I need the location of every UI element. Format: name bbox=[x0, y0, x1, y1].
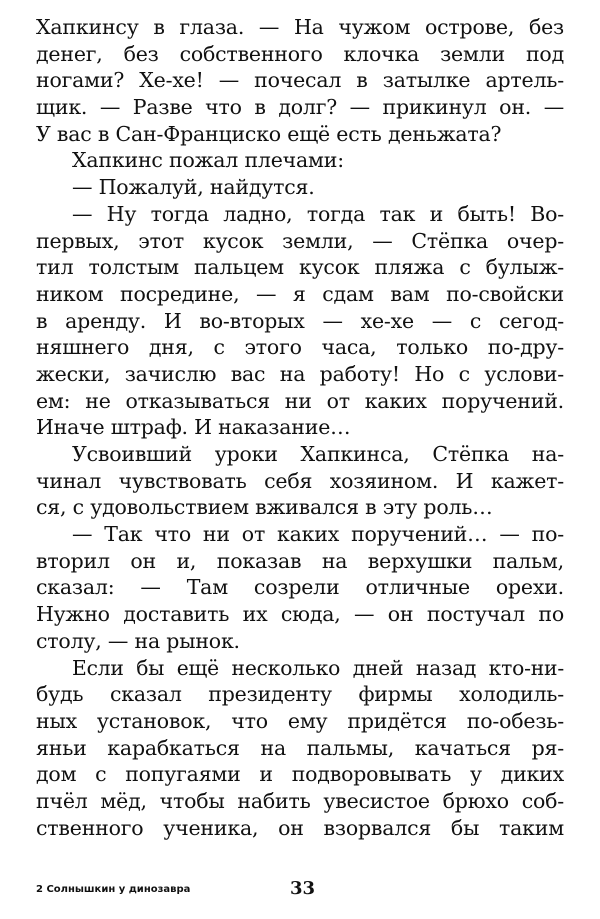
text-line: ем: не отказываться ни от каких поручений. bbox=[36, 388, 564, 413]
text-line: — Пожалуй, найдутся. bbox=[72, 175, 315, 200]
text-line: ственного ученика, он взорвался бы таким bbox=[36, 815, 564, 840]
page-number: 33 bbox=[290, 878, 316, 899]
text-line: будь сказал президенту фирмы холодиль- bbox=[36, 682, 564, 707]
text-line: Если бы ещё несколько дней назад кто-ни- bbox=[72, 655, 564, 680]
text-line: в аренду. И во-вторых — хе-хе — с сегод- bbox=[36, 308, 564, 333]
text-line: щик. — Разве что в долг? — прикинул он. — bbox=[36, 95, 564, 120]
text-line: Нужно доставить их сюда, — он постучал по bbox=[36, 602, 564, 627]
text-line: ся, с удовольствием вживался в эту роль… bbox=[36, 495, 493, 520]
text-line: яньи карабкаться на пальмы, качаться ря- bbox=[36, 735, 564, 760]
text-line: сказал: — Там созрели отличные орехи. bbox=[36, 575, 564, 600]
text-line: Хапкинсу в глаза. — На чужом острове, без bbox=[36, 15, 564, 39]
text-line: ногами? Хе-хе! — почесал в затылке артель- bbox=[36, 68, 564, 93]
text-line: столу, — на рынок. bbox=[36, 628, 240, 653]
text-line: ником посредине, — я сдам вам по-свойски bbox=[36, 281, 564, 306]
text-line: — Ну тогда ладно, тогда так и быть! Во- bbox=[72, 201, 564, 226]
text-line: Иначе штраф. И наказание… bbox=[36, 415, 351, 440]
text-line: — Так что ни от каких поручений… — по- bbox=[72, 522, 564, 547]
text-line: дом с попугаями и подворовывать у диких bbox=[36, 762, 564, 787]
text-line: денег, без собственного клочка земли под bbox=[36, 41, 564, 66]
text-line: няшнего дня, с этого часа, только по-дру- bbox=[36, 335, 564, 360]
text-line: вторил он и, показав на верхушки пальм, bbox=[36, 548, 564, 573]
text-line: Хапкинс пожал плечами: bbox=[72, 148, 344, 173]
text-line: тил толстым пальцем кусок пляжа с булыж- bbox=[36, 255, 564, 280]
body-text bbox=[36, 14, 564, 841]
text-line: чинал чувствовать себя хозяином. И кажет- bbox=[36, 468, 564, 493]
text-line: ных установок, что ему придётся по-обезь- bbox=[36, 708, 564, 733]
text-line: У вас в Сан-Франциско ещё есть деньжата? bbox=[36, 121, 502, 146]
text-line: первых, этот кусок земли, — Стёпка очер- bbox=[36, 228, 564, 253]
text-line: пчёл мёд, чтобы набить увесистое брюхо соб- bbox=[36, 788, 564, 813]
printer-signature: 2 Солнышкин у динозавра bbox=[36, 884, 191, 895]
text-line: Усвоивший уроки Хапкинса, Стёпка на- bbox=[72, 442, 564, 466]
text-line: жески, зачислю вас на работу! Но с услови- bbox=[36, 361, 564, 386]
page-footer bbox=[36, 878, 564, 902]
